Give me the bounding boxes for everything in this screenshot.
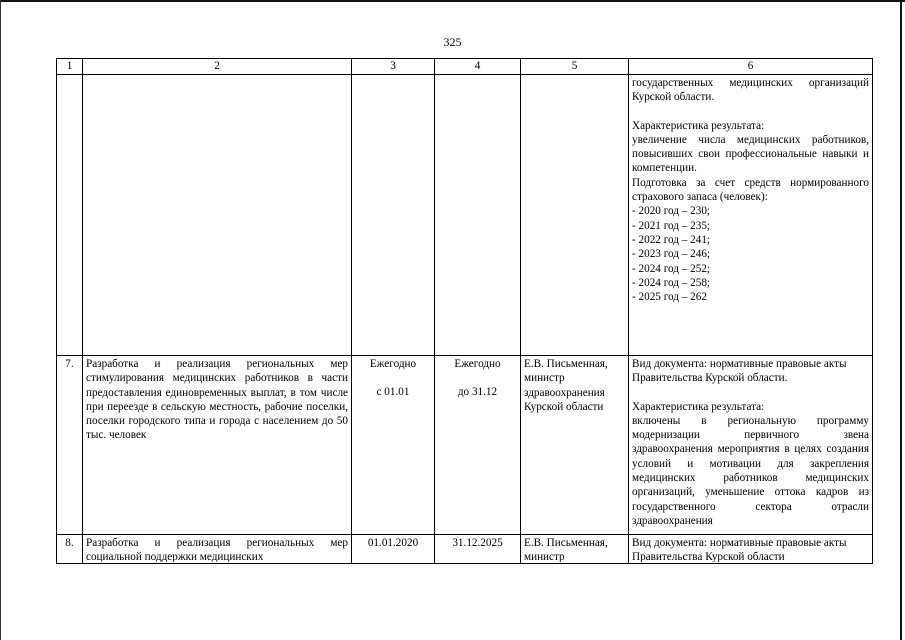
table-cell-empty	[57, 75, 83, 356]
table-row	[57, 356, 873, 535]
activity-text: Разработка и реализация региональных мер стимулирования медицинских работников в части предоставления единовременных выплат, в том числе при переезде в сельскую местность, рабочие поселки, поселки городского типа и города с населением до 50 тыс. человек	[83, 356, 352, 535]
column-number: 1	[57, 59, 83, 75]
responsible-text: Е.В. Письменная, министр здравоохранения Курской области	[521, 356, 629, 535]
measures-table	[56, 58, 873, 564]
scan-border-right	[900, 0, 902, 640]
result-cell	[629, 356, 873, 535]
activity-text: Разработка и реализация региональных мер социальной поддержки медицинских	[86, 537, 348, 562]
row-number: 8.	[57, 535, 83, 564]
table-cell-empty	[352, 75, 435, 356]
result-text: включены в региональную программу модернизации первичного звена здравоохранения мероприятия в целях создания условий и мотивации для закрепления медицинских работников медицинских организаций, уменьшение оттока кадров из государственного сектора отрасли здравоохранения	[632, 414, 869, 527]
year-item: - 2024 год – 258;	[632, 276, 711, 289]
row-number: 7.	[57, 356, 83, 535]
page-number: 325	[443, 35, 462, 49]
end-date: 31.12.2025	[435, 535, 521, 564]
year-item: - 2021 год – 235;	[632, 219, 711, 232]
responsible-text: Е.В. Письменная, министр	[524, 537, 608, 562]
result-cell	[629, 535, 873, 564]
start-date-cell	[352, 356, 435, 535]
column-numbers-row	[57, 59, 873, 75]
table-row-continuation	[57, 75, 873, 356]
result-org-text: государственных медицинских организаций Курской области.	[632, 77, 869, 104]
column-number: 6	[629, 59, 873, 75]
result-doc-text: Вид документа: нормативные правовые акты Правительства Курской области.	[632, 358, 847, 385]
column-number: 5	[521, 59, 629, 75]
column-number: 3	[352, 59, 435, 75]
result-text: увеличение числа медицинских работников, повысивших свои профессиональные навыки и компетенции.	[632, 133, 869, 175]
end-date-line: до 31.12	[457, 386, 498, 399]
start-date-line: Ежегодно	[369, 358, 417, 370]
table-row	[57, 535, 873, 564]
result-heading: Характеристика результата:	[632, 400, 765, 413]
end-date-cell	[435, 356, 521, 535]
result-doc-text: Вид документа: нормативные правовые акты Правительства Курской области	[632, 537, 847, 562]
responsible-cell	[521, 535, 629, 564]
year-item: - 2020 год – 230;	[632, 205, 711, 218]
year-item: - 2024 год – 252;	[632, 262, 711, 275]
result-heading: Характеристика результата:	[632, 119, 765, 132]
result-cell	[629, 75, 873, 356]
column-number: 2	[83, 59, 352, 75]
table-cell-empty	[521, 75, 629, 356]
start-date: 01.01.2020	[352, 535, 435, 564]
activity-cell	[83, 535, 352, 564]
scan-border-left	[0, 0, 1, 640]
end-date-line: Ежегодно	[454, 358, 501, 370]
year-item: - 2025 год – 262	[632, 291, 707, 304]
column-number: 4	[435, 59, 521, 75]
year-item: - 2023 год – 246;	[632, 248, 711, 261]
table-cell-empty	[435, 75, 521, 356]
start-date-line: с 01.01	[376, 386, 410, 399]
year-item: - 2022 год – 241;	[632, 233, 711, 246]
table-cell-empty	[83, 75, 352, 356]
scan-border-top	[0, 0, 905, 2]
training-text: Подготовка за счет средств нормированного страхового запаса (человек):	[632, 176, 869, 204]
